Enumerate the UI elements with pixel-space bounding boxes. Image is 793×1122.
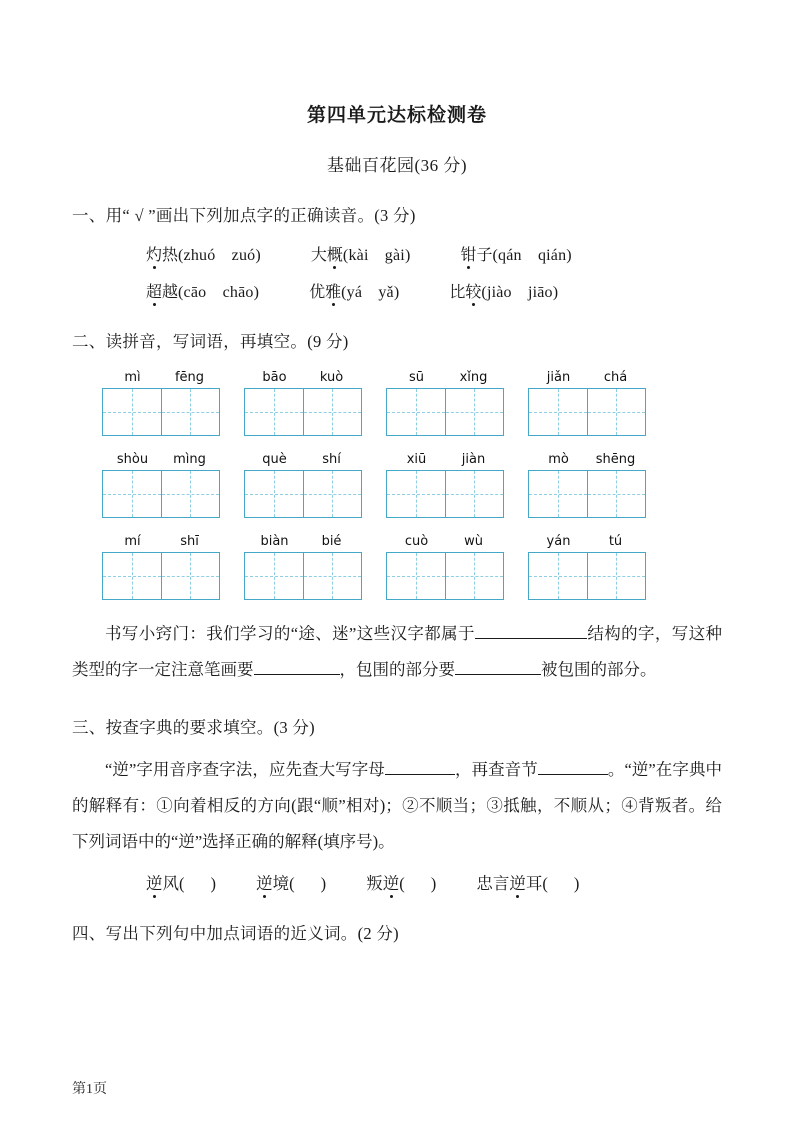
section-one-heading: 一、用“ √ ”画出下列加点字的正确读音。(3 分) <box>72 206 416 225</box>
pinyin-label-pair <box>102 534 220 549</box>
word-pre: 比 <box>449 284 466 301</box>
dict-text-2a: 节 <box>521 760 538 779</box>
section-three-heading: 三、按查字典的要求填空。(3 分) <box>72 718 315 737</box>
tianzige-group[interactable] <box>102 452 220 518</box>
pinyin-syllable: chá <box>603 370 628 385</box>
pinyin-syllable: biàn <box>260 534 289 549</box>
answer-blank[interactable] <box>538 757 608 775</box>
section-one-body <box>72 242 722 302</box>
tianzige-group[interactable] <box>244 452 362 518</box>
writing-tip-text-2: 结构的字，写这种类型的字一定注意笔画要 <box>72 624 722 679</box>
word-pre: 大 <box>310 247 327 264</box>
grid-row <box>72 534 722 600</box>
tianzige-cell[interactable] <box>303 471 362 517</box>
pinyin-syllable: bāo <box>262 370 287 385</box>
writing-tip-text-1: 书写小窍门：我们学习的“途、迷”这些汉字都属于 <box>105 624 475 643</box>
tianzige-box[interactable] <box>244 470 362 518</box>
tianzige-cell[interactable] <box>587 389 646 435</box>
tianzige-cell[interactable] <box>445 389 504 435</box>
word-post: 境 <box>272 874 290 893</box>
pinyin-label-pair <box>102 452 220 467</box>
dotted-char: 逆 <box>509 870 526 894</box>
tianzige-group[interactable] <box>386 452 504 518</box>
answer-paren-open: ( <box>542 874 548 893</box>
pinyin-syllable: cuò <box>404 534 429 549</box>
dotted-char: 逆 <box>256 870 273 894</box>
dict-text-1b: ，再查音 <box>454 760 522 779</box>
answer-paren-close: ) <box>430 874 437 893</box>
pinyin-syllable: shòu <box>116 452 149 467</box>
writing-tip-text-3: ，包 <box>339 660 373 679</box>
pinyin-options[interactable]: (kài gài) <box>342 247 411 264</box>
word-choice-item[interactable] <box>146 870 216 894</box>
pinyin-choice-item[interactable] <box>449 279 558 302</box>
pinyin-options[interactable]: (zhuó zuó) <box>178 247 261 264</box>
grid-row <box>72 452 722 518</box>
pinyin-syllable: fēng <box>174 370 205 385</box>
answer-paren-close: ) <box>320 874 327 893</box>
page-title: 第四单元达标检测卷 <box>306 105 487 126</box>
dotted-char: 较 <box>465 279 481 302</box>
pinyin-label-pair <box>244 370 362 385</box>
word-pre: 叛 <box>366 874 383 893</box>
tianzige-cell[interactable] <box>529 471 587 517</box>
tianzige-box[interactable] <box>386 470 504 518</box>
pinyin-writing-grids <box>72 370 722 600</box>
tianzige-cell[interactable] <box>587 471 646 517</box>
dictionary-paragraph <box>72 752 722 860</box>
pinyin-choice-item[interactable] <box>309 279 399 302</box>
writing-tip-text-4: 围的部分要 <box>372 660 455 679</box>
answer-blank[interactable] <box>385 757 455 775</box>
tianzige-group[interactable] <box>528 534 646 600</box>
pinyin-label-pair <box>244 452 362 467</box>
tianzige-cell[interactable] <box>103 389 161 435</box>
tianzige-cell[interactable] <box>161 553 220 599</box>
pinyin-syllable: tú <box>608 534 623 549</box>
word-pre: 优 <box>309 284 326 301</box>
tianzige-group[interactable] <box>102 370 220 436</box>
tianzige-cell[interactable] <box>303 553 362 599</box>
tianzige-box[interactable] <box>528 388 646 436</box>
tianzige-cell[interactable] <box>445 471 504 517</box>
pinyin-choice-item[interactable] <box>146 242 261 265</box>
dotted-char: 逆 <box>146 870 163 894</box>
tianzige-cell[interactable] <box>161 471 220 517</box>
section-four-heading: 四、写出下列句中加点词语的近义词。(2 分) <box>72 924 399 943</box>
word-rest: 越 <box>162 284 179 301</box>
dotted-char: 超 <box>146 279 162 302</box>
tianzige-box[interactable] <box>386 388 504 436</box>
answer-blank[interactable] <box>531 621 587 639</box>
tianzige-box[interactable] <box>528 552 646 600</box>
tianzige-group[interactable] <box>528 370 646 436</box>
pinyin-syllable: jiàn <box>461 452 486 467</box>
tianzige-cell[interactable] <box>529 553 587 599</box>
answer-blank[interactable] <box>455 657 541 675</box>
word-choice-item[interactable] <box>366 870 436 894</box>
answer-blank[interactable] <box>254 657 340 675</box>
pinyin-label-pair <box>528 534 646 549</box>
tianzige-cell[interactable] <box>529 389 587 435</box>
pinyin-choice-item[interactable] <box>460 242 571 265</box>
pinyin-syllable: wù <box>464 534 483 549</box>
tianzige-cell[interactable] <box>303 389 362 435</box>
pinyin-syllable: bié <box>321 534 342 549</box>
pinyin-syllable: shí <box>322 452 341 467</box>
word-choice-item[interactable] <box>476 870 579 894</box>
pinyin-choice-item[interactable] <box>146 279 259 302</box>
tianzige-box[interactable] <box>102 470 220 518</box>
dotted-char: 雅 <box>325 279 341 302</box>
pinyin-options[interactable]: (jiào jiāo) <box>481 284 559 301</box>
tianzige-group[interactable] <box>386 370 504 436</box>
dict-text-1a: “逆”字用音序查字法，应先查大写字母 <box>105 760 385 779</box>
word-post: 耳 <box>525 874 543 893</box>
pinyin-choice-row <box>146 242 722 265</box>
page-content <box>72 0 722 944</box>
page-footer: 第1页 <box>72 1082 107 1097</box>
answer-paren-close: ) <box>573 874 580 893</box>
grid-row <box>72 370 722 436</box>
tianzige-group[interactable] <box>102 534 220 600</box>
tianzige-box[interactable] <box>528 470 646 518</box>
pinyin-syllable: shī <box>180 534 199 549</box>
answer-paren-open: ( <box>289 874 295 893</box>
answer-paren-open: ( <box>179 874 185 893</box>
dict-text-4: 语中的“逆”选择正确的解释(填序号)。 <box>121 832 395 851</box>
pinyin-options[interactable]: (yá yǎ) <box>341 284 400 301</box>
dictionary-word-list <box>146 870 722 894</box>
pinyin-syllable: mìng <box>173 452 206 467</box>
pinyin-syllable: xiū <box>406 452 427 467</box>
tianzige-box[interactable] <box>244 552 362 600</box>
tianzige-cell[interactable] <box>387 471 445 517</box>
tianzige-cell[interactable] <box>245 389 303 435</box>
pinyin-label-pair <box>528 452 646 467</box>
pinyin-choice-row <box>146 279 722 302</box>
section-two-heading: 二、读拼音，写词语，再填空。(9 分) <box>72 332 349 351</box>
word-rest: 热 <box>162 247 179 264</box>
tianzige-group[interactable] <box>528 452 646 518</box>
pinyin-syllable: mí <box>124 534 141 549</box>
pinyin-syllable: mò <box>548 452 569 467</box>
pinyin-label-pair <box>386 534 504 549</box>
pinyin-label-pair <box>244 534 362 549</box>
pinyin-choice-item[interactable] <box>311 242 411 265</box>
tianzige-group[interactable] <box>244 534 362 600</box>
page-subtitle: 基础百花园(36 分) <box>326 156 468 175</box>
tianzige-cell[interactable] <box>103 553 161 599</box>
tianzige-cell[interactable] <box>161 389 220 435</box>
tianzige-group[interactable] <box>244 370 362 436</box>
pinyin-syllable: shēng <box>595 452 636 467</box>
word-choice-item[interactable] <box>256 870 326 894</box>
pinyin-syllable: jiǎn <box>546 370 571 385</box>
dotted-char: 逆 <box>383 870 400 894</box>
dotted-char: 钳 <box>460 242 476 265</box>
dict-text-3: “顺”相对)；②不顺当；③抵触，不顺从；④背叛者。给下列词 <box>72 796 722 851</box>
pinyin-label-pair <box>386 370 504 385</box>
tianzige-group[interactable] <box>386 534 504 600</box>
word-post: 风 <box>162 874 179 893</box>
tianzige-cell[interactable] <box>387 389 445 435</box>
writing-tip-paragraph <box>72 616 722 688</box>
tianzige-cell[interactable] <box>587 553 646 599</box>
tianzige-cell[interactable] <box>103 471 161 517</box>
answer-paren-close: ) <box>210 874 216 893</box>
writing-tip-text-5: 被包围的部分。 <box>541 660 657 679</box>
tianzige-box[interactable] <box>244 388 362 436</box>
pinyin-options[interactable]: (qán qián) <box>492 247 572 264</box>
dict-text-2b: 。“逆”在字典中的解释有：①向着相反的方向(跟 <box>72 760 723 815</box>
pinyin-label-pair <box>102 370 220 385</box>
pinyin-syllable: sū <box>408 370 424 385</box>
tianzige-box[interactable] <box>386 552 504 600</box>
answer-blank[interactable] <box>475 621 531 639</box>
tianzige-cell[interactable] <box>445 553 504 599</box>
tianzige-box[interactable] <box>102 552 220 600</box>
pinyin-syllable: què <box>262 452 287 467</box>
tianzige-cell[interactable] <box>387 553 445 599</box>
tianzige-cell[interactable] <box>245 553 303 599</box>
word-rest: 子 <box>476 247 493 264</box>
answer-paren-open: ( <box>399 874 405 893</box>
tianzige-cell[interactable] <box>245 471 303 517</box>
pinyin-syllable: yán <box>546 534 571 549</box>
tianzige-box[interactable] <box>102 388 220 436</box>
pinyin-syllable: mì <box>124 370 141 385</box>
pinyin-syllable: xǐng <box>459 370 488 385</box>
word-pre: 忠言 <box>476 874 510 893</box>
pinyin-syllable: kuò <box>319 370 344 385</box>
dotted-char: 概 <box>327 242 343 265</box>
pinyin-options[interactable]: (cāo chāo) <box>178 284 260 301</box>
pinyin-label-pair <box>386 452 504 467</box>
pinyin-label-pair <box>528 370 646 385</box>
dotted-char: 灼 <box>146 242 162 265</box>
